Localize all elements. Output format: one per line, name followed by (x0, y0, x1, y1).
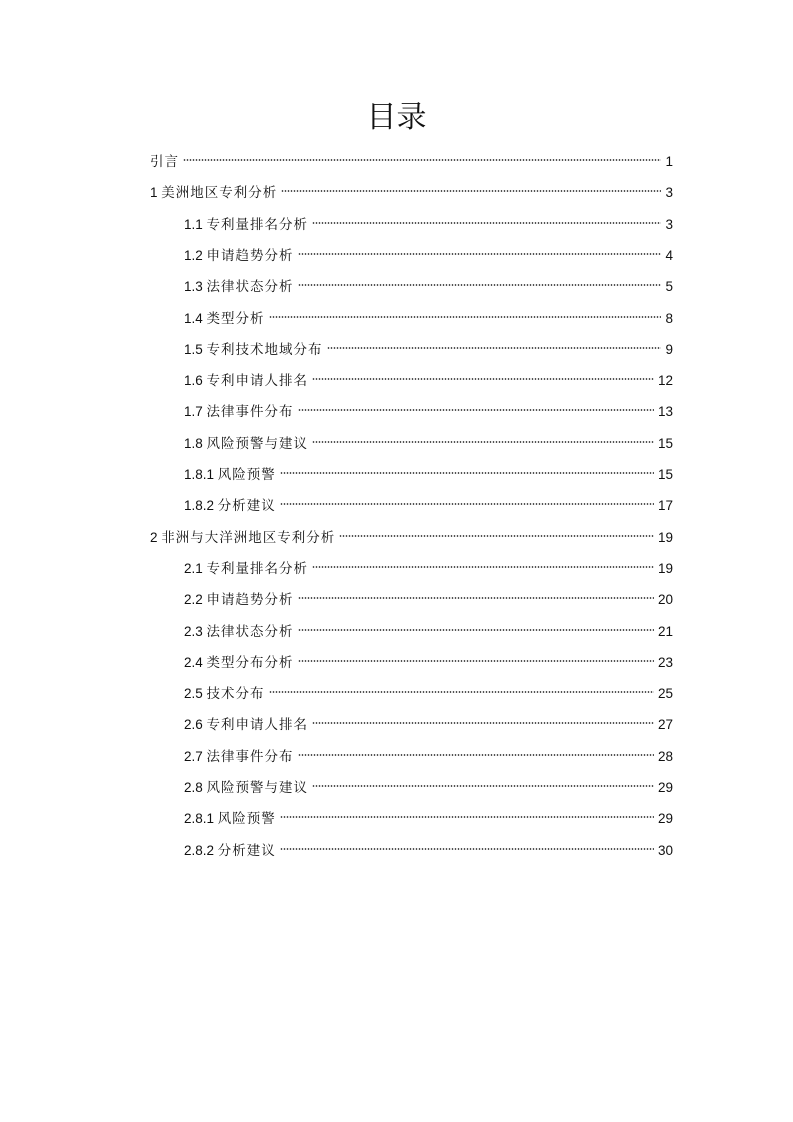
toc-entry-label: 风险预警与建议 (206, 780, 309, 796)
toc-entry-label: 风险预警 (217, 811, 276, 828)
toc-entry-page: 4 (665, 247, 673, 263)
toc-dot-leader (312, 770, 654, 792)
toc-entry-label: 非洲与大洋洲地区专利分析 (161, 529, 336, 546)
toc-entry[interactable] (184, 833, 673, 859)
toc-entry-number: 1.7 (184, 404, 207, 420)
toc-entry-page: 21 (657, 623, 673, 639)
toc-entry[interactable] (184, 614, 673, 640)
toc-dot-leader (298, 614, 654, 636)
toc-entry-page: 13 (657, 404, 673, 420)
toc-entry-number: 1.8.1 (184, 467, 218, 482)
toc-dot-leader (327, 332, 662, 354)
toc-entry-label: 法律状态分析 (206, 279, 294, 296)
toc-entry[interactable] (184, 426, 673, 452)
toc-entry-number: 1 (150, 185, 162, 201)
toc-entry-label: 引言 (150, 154, 179, 170)
toc-entry-label: 法律事件分布 (206, 748, 294, 765)
toc-entry[interactable] (150, 175, 673, 202)
toc-entry-number: 1.2 (184, 247, 207, 263)
toc-dot-leader (269, 301, 662, 323)
toc-entry-page: 23 (657, 654, 673, 670)
toc-entry[interactable] (184, 582, 673, 609)
toc-dot-leader (298, 739, 654, 761)
toc-entry[interactable] (184, 363, 673, 390)
toc-entry-number: 2 (150, 529, 162, 545)
toc-entry[interactable] (184, 551, 673, 577)
toc-entry-number: 2.5 (184, 686, 207, 702)
toc-entry-page: 1 (665, 154, 673, 169)
toc-entry-label: 专利技术地域分布 (206, 341, 323, 358)
toc-entry-number: 2.6 (184, 717, 207, 733)
toc-entry-label: 类型分析 (206, 310, 265, 327)
toc-entry-page: 5 (665, 279, 673, 295)
toc-entry-label: 技术分布 (206, 686, 265, 703)
toc-entry-number: 1.6 (184, 373, 207, 389)
toc-entry-page: 28 (657, 748, 673, 764)
toc-entry-page: 29 (657, 811, 673, 827)
toc-entry-page: 15 (657, 435, 673, 451)
toc-entry-page: 8 (665, 310, 673, 326)
toc-entry[interactable] (184, 269, 673, 296)
toc-entry[interactable] (184, 207, 673, 233)
toc-entry[interactable] (184, 739, 673, 765)
toc-entry-number: 1.5 (184, 341, 207, 357)
toc-entry-number: 2.2 (184, 592, 207, 608)
toc-entry-number: 1.4 (184, 310, 207, 326)
toc-entry-number: 2.7 (184, 748, 207, 764)
toc-entry[interactable] (184, 457, 673, 483)
toc-entry-number: 2.8.2 (184, 842, 218, 858)
toc-entry-number: 1.3 (184, 279, 207, 295)
toc-entry[interactable] (184, 801, 673, 828)
toc-dot-leader (298, 269, 662, 291)
toc-entry-label: 法律状态分析 (206, 623, 294, 640)
toc-entry-page: 15 (657, 467, 673, 482)
toc-entry-number: 2.1 (184, 560, 207, 576)
toc-entry-label: 分析建议 (217, 842, 276, 859)
toc-entry-number: 2.4 (184, 654, 207, 670)
toc-dot-leader (298, 645, 654, 667)
toc-dot-leader (312, 426, 654, 448)
toc-entry[interactable] (184, 676, 673, 703)
toc-entry[interactable] (184, 394, 673, 421)
toc-entry-number: 2.8.1 (184, 811, 218, 827)
page-title: 目录 (366, 100, 427, 135)
toc-entry-page: 27 (657, 717, 673, 733)
toc-entry[interactable] (184, 707, 673, 734)
toc-dot-leader (280, 833, 654, 855)
toc-dot-leader (183, 144, 661, 166)
toc-entry-label: 风险预警与建议 (206, 435, 309, 452)
toc-entry-label: 法律事件分布 (206, 404, 294, 421)
toc-entry-label: 申请趋势分析 (206, 247, 294, 264)
toc-entry-page: 30 (657, 842, 673, 858)
toc-entry-label: 专利申请人排名 (206, 717, 309, 734)
toc-entry-label: 专利量排名分析 (206, 216, 309, 233)
toc-entry[interactable] (184, 301, 673, 327)
toc-entry-number: 2.3 (184, 623, 207, 639)
toc-dot-leader (269, 676, 654, 698)
toc-dot-leader (312, 207, 661, 229)
toc-entry-number: 2.8 (184, 780, 207, 795)
toc-dot-leader (280, 801, 654, 823)
toc-entry[interactable] (184, 332, 673, 358)
toc-entry[interactable] (150, 520, 673, 546)
toc-entry[interactable] (184, 238, 673, 264)
toc-dot-leader (312, 551, 654, 573)
toc-entry-label: 风险预警 (217, 467, 276, 483)
toc-entry-label: 美洲地区专利分析 (161, 185, 278, 202)
toc-entry[interactable] (150, 144, 673, 170)
toc-dot-leader (281, 175, 661, 197)
toc-entry-page: 12 (657, 373, 673, 389)
toc-entry-label: 专利申请人排名 (206, 373, 309, 390)
toc-entry-number: 1.8 (184, 435, 207, 451)
toc-entry-page: 19 (657, 560, 673, 576)
toc-entry-label: 专利量排名分析 (206, 560, 309, 577)
toc-entry-number: 1.1 (184, 216, 207, 232)
toc-entry-page: 19 (657, 529, 673, 545)
toc-entry-page: 29 (657, 780, 673, 795)
toc-entry[interactable] (184, 770, 673, 796)
toc-dot-leader (298, 582, 654, 604)
toc-dot-leader (298, 394, 654, 416)
toc-entry-page: 20 (657, 592, 673, 608)
toc-entry-page: 17 (657, 498, 673, 514)
toc-entry-number: 1.8.2 (184, 498, 218, 514)
toc-dot-leader (280, 488, 654, 510)
toc-entry[interactable] (184, 645, 673, 671)
toc-entry-page: 9 (665, 341, 673, 357)
toc-entry-label: 类型分布分析 (206, 654, 294, 671)
toc-entry-page: 25 (657, 686, 673, 702)
toc-entry-page: 3 (665, 185, 673, 201)
toc-entry-label: 分析建议 (217, 498, 276, 515)
toc-dot-leader (312, 363, 654, 385)
toc-entry[interactable] (184, 488, 673, 515)
toc-dot-leader (298, 238, 662, 260)
toc-dot-leader (339, 520, 654, 542)
toc-entry-page: 3 (665, 216, 673, 232)
toc-dot-leader (280, 457, 654, 479)
toc-entry-label: 申请趋势分析 (206, 592, 294, 609)
toc-dot-leader (312, 707, 654, 729)
